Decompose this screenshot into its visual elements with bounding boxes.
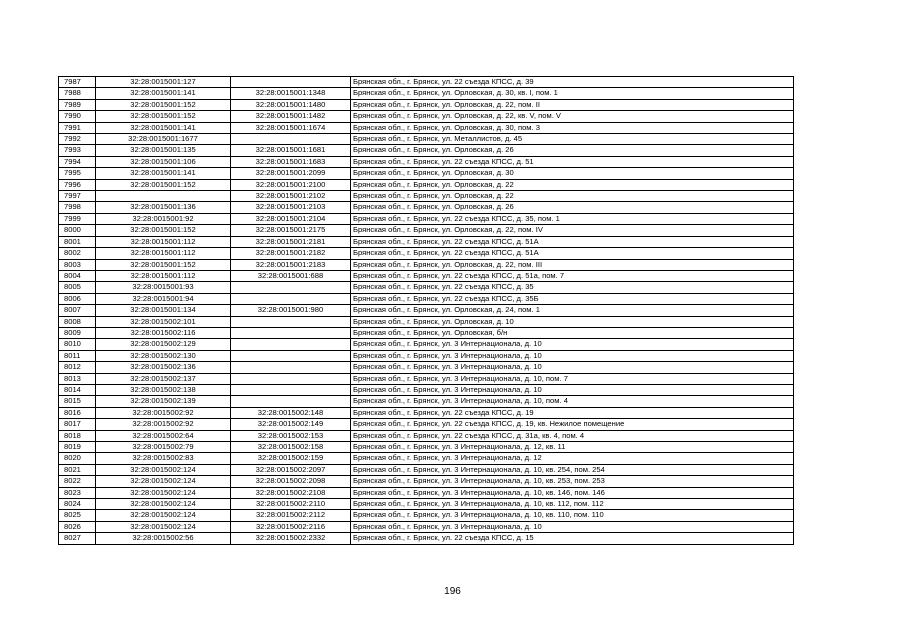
address-cell: Брянская обл., г. Брянск, ул. 3 Интернационала, д. 12 (351, 453, 794, 464)
cadastral-number-cell: 32:28:0015002:136 (96, 362, 231, 373)
row-number-cell: 8016 (59, 407, 96, 418)
row-number-cell: 8005 (59, 282, 96, 293)
table-row (59, 213, 794, 224)
building-cadastral-number-cell (231, 293, 351, 304)
building-cadastral-number-cell: 32:28:0015002:2098 (231, 476, 351, 487)
table-row (59, 419, 794, 430)
table-row (59, 339, 794, 350)
address-cell: Брянская обл., г. Брянск, ул. Орловская, д. 22 (351, 191, 794, 202)
row-number-cell: 8014 (59, 384, 96, 395)
address-cell: Брянская обл., г. Брянск, ул. 22 съезда КПСС, д. 51 (351, 156, 794, 167)
address-cell: Брянская обл., г. Брянск, ул. Орловская, б/н (351, 327, 794, 338)
address-cell: Брянская обл., г. Брянск, ул. 22 съезда КПСС, д. 15 (351, 533, 794, 544)
building-cadastral-number-cell: 32:28:0015002:158 (231, 442, 351, 453)
table-row (59, 77, 794, 88)
row-number-cell: 8001 (59, 236, 96, 247)
cadastral-number-cell: 32:28:0015002:124 (96, 464, 231, 475)
table-row (59, 327, 794, 338)
cadastral-number-cell: 32:28:0015002:139 (96, 396, 231, 407)
address-cell: Брянская обл., г. Брянск, ул. 3 Интернационала, д. 10 (351, 362, 794, 373)
building-cadastral-number-cell: 32:28:0015002:2108 (231, 487, 351, 498)
row-number-cell: 8013 (59, 373, 96, 384)
row-number-cell: 7992 (59, 134, 96, 145)
table-row (59, 156, 794, 167)
building-cadastral-number-cell (231, 384, 351, 395)
cadastral-number-cell: 32:28:0015002:92 (96, 407, 231, 418)
address-cell: Брянская обл., г. Брянск, ул. 22 съезда КПСС, д. 19, кв. Нежилое помещение (351, 419, 794, 430)
address-cell: Брянская обл., г. Брянск, ул. 3 Интернационала, д. 10, кв. 112, пом. 112 (351, 499, 794, 510)
table-row (59, 362, 794, 373)
address-cell: Брянская обл., г. Брянск, ул. 3 Интернационала, д. 10, кв. 146, пом. 146 (351, 487, 794, 498)
building-cadastral-number-cell: 32:28:0015001:2104 (231, 213, 351, 224)
row-number-cell: 8011 (59, 350, 96, 361)
address-cell: Брянская обл., г. Брянск, ул. 22 съезда КПСС, д. 51А (351, 236, 794, 247)
building-cadastral-number-cell (231, 350, 351, 361)
address-cell: Брянская обл., г. Брянск, ул. Орловская, д. 22, пом. IV (351, 225, 794, 236)
cadastral-number-cell: 32:28:0015002:124 (96, 510, 231, 521)
table-row (59, 122, 794, 133)
building-cadastral-number-cell: 32:28:0015001:2175 (231, 225, 351, 236)
address-cell: Брянская обл., г. Брянск, ул. 3 Интернационала, д. 10, кв. 254, пом. 254 (351, 464, 794, 475)
cadastral-number-cell: 32:28:0015001:93 (96, 282, 231, 293)
table-row (59, 464, 794, 475)
building-cadastral-number-cell: 32:28:0015001:1480 (231, 99, 351, 110)
cadastral-number-cell: 32:28:0015001:152 (96, 111, 231, 122)
building-cadastral-number-cell (231, 77, 351, 88)
building-cadastral-number-cell: 32:28:0015001:2181 (231, 236, 351, 247)
building-cadastral-number-cell: 32:28:0015001:980 (231, 305, 351, 316)
table-row (59, 111, 794, 122)
row-number-cell: 8022 (59, 476, 96, 487)
address-cell: Брянская обл., г. Брянск, ул. 22 съезда КПСС, д. 51а, пом. 7 (351, 270, 794, 281)
row-number-cell: 8023 (59, 487, 96, 498)
row-number-cell: 8027 (59, 533, 96, 544)
address-cell: Брянская обл., г. Брянск, ул. 22 съезда КПСС, д. 51А (351, 248, 794, 259)
row-number-cell: 8003 (59, 259, 96, 270)
table-row (59, 88, 794, 99)
row-number-cell: 7993 (59, 145, 96, 156)
address-cell: Брянская обл., г. Брянск, ул. 22 съезда КПСС, д. 19 (351, 407, 794, 418)
cadastral-number-cell: 32:28:0015002:129 (96, 339, 231, 350)
table-row (59, 168, 794, 179)
row-number-cell: 8004 (59, 270, 96, 281)
building-cadastral-number-cell (231, 396, 351, 407)
address-cell: Брянская обл., г. Брянск, ул. 3 Интернационала, д. 10 (351, 339, 794, 350)
row-number-cell: 7998 (59, 202, 96, 213)
address-cell: Брянская обл., г. Брянск, ул. Орловская, д. 10 (351, 316, 794, 327)
cadastral-number-cell: 32:28:0015002:124 (96, 499, 231, 510)
cadastral-number-cell: 32:28:0015002:101 (96, 316, 231, 327)
address-cell: Брянская обл., г. Брянск, ул. Орловская, д. 26 (351, 202, 794, 213)
building-cadastral-number-cell: 32:28:0015002:2110 (231, 499, 351, 510)
cadastral-number-cell: 32:28:0015001:1677 (96, 134, 231, 145)
cadastral-number-cell: 32:28:0015002:79 (96, 442, 231, 453)
table-row (59, 305, 794, 316)
building-cadastral-number-cell: 32:28:0015001:1348 (231, 88, 351, 99)
cadastral-number-cell: 32:28:0015001:141 (96, 88, 231, 99)
row-number-cell: 7987 (59, 77, 96, 88)
address-cell: Брянская обл., г. Брянск, ул. Орловская, д. 22, кв. V, пом. V (351, 111, 794, 122)
cadastral-number-cell: 32:28:0015002:124 (96, 487, 231, 498)
row-number-cell: 8020 (59, 453, 96, 464)
address-cell: Брянская обл., г. Брянск, ул. Орловская, д. 30 (351, 168, 794, 179)
building-cadastral-number-cell: 32:28:0015002:2332 (231, 533, 351, 544)
row-number-cell: 7990 (59, 111, 96, 122)
cadastral-number-cell: 32:28:0015001:92 (96, 213, 231, 224)
property-table (58, 76, 794, 545)
cadastral-number-cell: 32:28:0015002:83 (96, 453, 231, 464)
cadastral-number-cell: 32:28:0015002:130 (96, 350, 231, 361)
cadastral-number-cell: 32:28:0015001:136 (96, 202, 231, 213)
row-number-cell: 8018 (59, 430, 96, 441)
table-row (59, 293, 794, 304)
cadastral-number-cell: 32:28:0015001:152 (96, 225, 231, 236)
address-cell: Брянская обл., г. Брянск, ул. 22 съезда КПСС, д. 39 (351, 77, 794, 88)
table-row (59, 442, 794, 453)
cadastral-number-cell: 32:28:0015002:92 (96, 419, 231, 430)
row-number-cell: 8024 (59, 499, 96, 510)
building-cadastral-number-cell: 32:28:0015002:2112 (231, 510, 351, 521)
address-cell: Брянская обл., г. Брянск, ул. 22 съезда КПСС, д. 35 (351, 282, 794, 293)
table-body (59, 77, 794, 545)
building-cadastral-number-cell: 32:28:0015002:148 (231, 407, 351, 418)
cadastral-number-cell: 32:28:0015002:56 (96, 533, 231, 544)
row-number-cell: 8019 (59, 442, 96, 453)
table-row (59, 225, 794, 236)
building-cadastral-number-cell: 32:28:0015001:2100 (231, 179, 351, 190)
building-cadastral-number-cell: 32:28:0015001:1674 (231, 122, 351, 133)
table-row (59, 259, 794, 270)
building-cadastral-number-cell (231, 316, 351, 327)
address-cell: Брянская обл., г. Брянск, ул. 3 Интернационала, д. 12, кв. 11 (351, 442, 794, 453)
building-cadastral-number-cell: 32:28:0015001:2183 (231, 259, 351, 270)
building-cadastral-number-cell: 32:28:0015002:149 (231, 419, 351, 430)
row-number-cell: 8025 (59, 510, 96, 521)
building-cadastral-number-cell: 32:28:0015002:159 (231, 453, 351, 464)
cadastral-number-cell: 32:28:0015001:141 (96, 168, 231, 179)
table-row (59, 99, 794, 110)
cadastral-number-cell: 32:28:0015002:138 (96, 384, 231, 395)
building-cadastral-number-cell: 32:28:0015001:688 (231, 270, 351, 281)
cadastral-number-cell: 32:28:0015002:64 (96, 430, 231, 441)
building-cadastral-number-cell: 32:28:0015001:1482 (231, 111, 351, 122)
table-row (59, 476, 794, 487)
row-number-cell: 7997 (59, 191, 96, 202)
table-row (59, 521, 794, 532)
table-row (59, 134, 794, 145)
row-number-cell: 7988 (59, 88, 96, 99)
address-cell: Брянская обл., г. Брянск, ул. Орловская, д. 22 (351, 179, 794, 190)
table-row (59, 499, 794, 510)
table-row (59, 384, 794, 395)
table-row (59, 430, 794, 441)
row-number-cell: 7989 (59, 99, 96, 110)
building-cadastral-number-cell: 32:28:0015002:2097 (231, 464, 351, 475)
row-number-cell: 8010 (59, 339, 96, 350)
row-number-cell: 8000 (59, 225, 96, 236)
cadastral-number-cell: 32:28:0015001:106 (96, 156, 231, 167)
building-cadastral-number-cell (231, 373, 351, 384)
cadastral-number-cell: 32:28:0015001:152 (96, 179, 231, 190)
table-row (59, 236, 794, 247)
table-row (59, 282, 794, 293)
cadastral-number-cell: 32:28:0015002:116 (96, 327, 231, 338)
address-cell: Брянская обл., г. Брянск, ул. 3 Интернационала, д. 10 (351, 521, 794, 532)
row-number-cell: 8009 (59, 327, 96, 338)
table-row (59, 510, 794, 521)
table-row (59, 533, 794, 544)
address-cell: Брянская обл., г. Брянск, ул. Металлистов, д. 45 (351, 134, 794, 145)
cadastral-number-cell: 32:28:0015001:135 (96, 145, 231, 156)
table-row (59, 350, 794, 361)
table-row (59, 396, 794, 407)
address-cell: Брянская обл., г. Брянск, ул. 22 съезда КПСС, д. 35Б (351, 293, 794, 304)
row-number-cell: 8021 (59, 464, 96, 475)
table-row (59, 453, 794, 464)
row-number-cell: 8002 (59, 248, 96, 259)
row-number-cell: 8017 (59, 419, 96, 430)
table-row (59, 487, 794, 498)
table-row (59, 270, 794, 281)
address-cell: Брянская обл., г. Брянск, ул. 3 Интернационала, д. 10, пом. 4 (351, 396, 794, 407)
address-cell: Брянская обл., г. Брянск, ул. Орловская, д. 30, кв. I, пом. 1 (351, 88, 794, 99)
cadastral-number-cell: 32:28:0015001:134 (96, 305, 231, 316)
building-cadastral-number-cell (231, 134, 351, 145)
address-cell: Брянская обл., г. Брянск, ул. 22 съезда КПСС, д. 31а, кв. 4, пом. 4 (351, 430, 794, 441)
address-cell: Брянская обл., г. Брянск, ул. Орловская, д. 22, пом. II (351, 99, 794, 110)
cadastral-number-cell: 32:28:0015001:112 (96, 248, 231, 259)
cadastral-number-cell: 32:28:0015001:152 (96, 99, 231, 110)
table-row (59, 248, 794, 259)
table-row (59, 191, 794, 202)
row-number-cell: 7996 (59, 179, 96, 190)
building-cadastral-number-cell: 32:28:0015001:2102 (231, 191, 351, 202)
table-row (59, 316, 794, 327)
address-cell: Брянская обл., г. Брянск, ул. Орловская, д. 26 (351, 145, 794, 156)
cadastral-number-cell: 32:28:0015002:124 (96, 521, 231, 532)
cadastral-number-cell: 32:28:0015001:112 (96, 270, 231, 281)
row-number-cell: 8008 (59, 316, 96, 327)
table-row (59, 407, 794, 418)
cadastral-number-cell: 32:28:0015002:137 (96, 373, 231, 384)
row-number-cell: 8012 (59, 362, 96, 373)
row-number-cell: 8015 (59, 396, 96, 407)
cadastral-number-cell: 32:28:0015001:127 (96, 77, 231, 88)
cadastral-number-cell: 32:28:0015001:112 (96, 236, 231, 247)
row-number-cell: 7995 (59, 168, 96, 179)
address-cell: Брянская обл., г. Брянск, ул. 22 съезда КПСС, д. 35, пом. 1 (351, 213, 794, 224)
building-cadastral-number-cell: 32:28:0015001:1683 (231, 156, 351, 167)
address-cell: Брянская обл., г. Брянск, ул. Орловская, д. 22, пом. III (351, 259, 794, 270)
row-number-cell: 8026 (59, 521, 96, 532)
building-cadastral-number-cell (231, 339, 351, 350)
page-number: 196 (444, 586, 461, 597)
address-cell: Брянская обл., г. Брянск, ул. 3 Интернационала, д. 10, пом. 7 (351, 373, 794, 384)
table-row (59, 179, 794, 190)
row-number-cell: 7991 (59, 122, 96, 133)
address-cell: Брянская обл., г. Брянск, ул. Орловская, д. 24, пом. 1 (351, 305, 794, 316)
building-cadastral-number-cell (231, 327, 351, 338)
address-cell: Брянская обл., г. Брянск, ул. 3 Интернационала, д. 10 (351, 384, 794, 395)
row-number-cell: 7999 (59, 213, 96, 224)
address-cell: Брянская обл., г. Брянск, ул. 3 Интернационала, д. 10, кв. 253, пом. 253 (351, 476, 794, 487)
cadastral-number-cell: 32:28:0015001:152 (96, 259, 231, 270)
table-row (59, 202, 794, 213)
building-cadastral-number-cell: 32:28:0015001:1681 (231, 145, 351, 156)
row-number-cell: 8006 (59, 293, 96, 304)
address-cell: Брянская обл., г. Брянск, ул. 3 Интернационала, д. 10 (351, 350, 794, 361)
building-cadastral-number-cell: 32:28:0015001:2099 (231, 168, 351, 179)
row-number-cell: 8007 (59, 305, 96, 316)
address-cell: Брянская обл., г. Брянск, ул. 3 Интернационала, д. 10, кв. 110, пом. 110 (351, 510, 794, 521)
building-cadastral-number-cell: 32:28:0015001:2103 (231, 202, 351, 213)
cadastral-number-cell: 32:28:0015002:124 (96, 476, 231, 487)
cadastral-number-cell: 32:28:0015001:141 (96, 122, 231, 133)
building-cadastral-number-cell: 32:28:0015002:153 (231, 430, 351, 441)
row-number-cell: 7994 (59, 156, 96, 167)
building-cadastral-number-cell: 32:28:0015001:2182 (231, 248, 351, 259)
building-cadastral-number-cell: 32:28:0015002:2116 (231, 521, 351, 532)
cadastral-number-cell (96, 191, 231, 202)
cadastral-number-cell: 32:28:0015001:94 (96, 293, 231, 304)
building-cadastral-number-cell (231, 362, 351, 373)
building-cadastral-number-cell (231, 282, 351, 293)
table-row (59, 373, 794, 384)
table-row (59, 145, 794, 156)
address-cell: Брянская обл., г. Брянск, ул. Орловская, д. 30, пом. 3 (351, 122, 794, 133)
